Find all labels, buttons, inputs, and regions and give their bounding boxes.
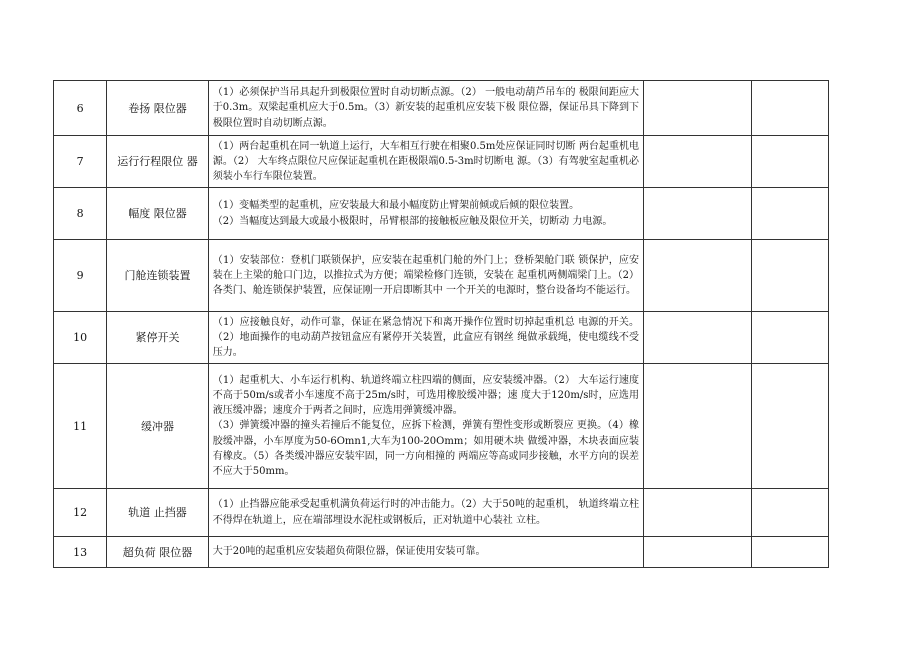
row-number: 12 [54, 489, 107, 537]
empty-cell [751, 537, 828, 568]
empty-cell [751, 188, 828, 240]
row-number: 11 [54, 364, 107, 489]
row-number: 10 [54, 312, 107, 364]
requirement-paragraph: 大于20吨的起重机应安装超负荷限位器，保证使用安装可靠。 [212, 546, 486, 558]
row-number: 13 [54, 537, 107, 568]
requirement-text [208, 188, 643, 240]
empty-cell [644, 312, 752, 364]
table-row [54, 240, 829, 312]
empty-cell [751, 81, 828, 136]
requirement-text [208, 81, 643, 136]
requirement-paragraph: （1）止挡器应能承受起重机满负荷运行时的冲击能力。（2）大于50吨的起重机， 轨道终端立柱不得焊在轨道上，应在端部埋设水泥柱或钢板后，正对轨道中心装社 立柱。 [212, 499, 640, 526]
device-name: 门舱连锁装置 [107, 240, 209, 312]
table-row [54, 537, 829, 568]
row-number: 6 [54, 81, 107, 136]
empty-cell [751, 240, 828, 312]
requirement-text [208, 364, 643, 489]
device-name: 紧停开关 [107, 312, 209, 364]
empty-cell [644, 136, 752, 188]
requirement-text [208, 489, 643, 537]
requirement-text [208, 537, 643, 568]
empty-cell [644, 188, 752, 240]
table-row [54, 312, 829, 364]
crane-safety-device-table [53, 80, 829, 568]
device-name: 卷扬 限位器 [107, 81, 209, 136]
requirement-text [208, 136, 643, 188]
table-row [54, 81, 829, 136]
requirement-text [208, 312, 643, 364]
device-name: 运行行程限位 器 [107, 136, 209, 188]
requirement-paragraph: （1）变幅类型的起重机，应安装最大和最小幅度防止臂架前倾或后倾的限位装置。 [212, 200, 580, 212]
requirement-paragraph: （2）当幅度达到最大或最小极限时，吊臂根部的接触板应触及限位开关，切断动 力电源。 [212, 215, 613, 227]
empty-cell [644, 240, 752, 312]
requirement-paragraph: （1）应接触良好，动作可靠，保证在紧急情况下和离开操作位置时切掉起重机总 电源的开关。（2）地面操作的电动葫芦按钮盒应有紧停开关装置，此盒应有钢丝 绳做承载绳，使电缆线不受压力。 [212, 316, 640, 359]
empty-cell [644, 537, 752, 568]
device-name: 幅度 限位器 [107, 188, 209, 240]
device-name: 轨道 止挡器 [107, 489, 209, 537]
row-number: 8 [54, 188, 107, 240]
requirement-paragraph: （1）起重机大、小车运行机构、轨道终端立柱四端的侧面，应安装缓冲器。（2） 大车运行速度不高于50m/s或者小车速度不高于25m/s时，可选用橡胶缓冲器；速 度大于120m/s时，应选用液压缓冲器；速度介于两者之间时，应选用弹簧缓冲器。 [212, 374, 640, 417]
requirement-paragraph: （1）两台起重机在同一轨道上运行，大车相互行驶在相聚0.5m处应保证同时切断 两台起重机电源。（2） 大车终点限位尺应保证起重机在距极限端0.5-3m时切断电 源。（3）有驾驶室起重机必须装小车行车限位装置。 [212, 140, 640, 183]
table-row [54, 364, 829, 489]
table-row [54, 188, 829, 240]
empty-cell [751, 364, 828, 489]
empty-cell [751, 312, 828, 364]
requirement-paragraph: （1）必须保护当吊具起升到极限位置时自动切断点源。（2） 一般电动葫芦吊车的 极限间距应大于0.3m。双梁起重机应大于0.5m。（3）新安装的起重机应安装下极 限位器，保证吊具下降到下极限位置时自动切断点源。 [212, 87, 640, 129]
device-name: 超负荷 限位器 [107, 537, 209, 568]
empty-cell [644, 364, 752, 489]
empty-cell [644, 81, 752, 136]
requirement-paragraph: （1）安装部位：登机门联锁保护，应安装在起重机门舱的外门上；登桥架舱门联 锁保护，应安装在上主梁的舱口门边，以推拉式为方便；端梁检修门连锁，安装在 起重机两侧端梁门上。（2）各类门、舱连锁保护装置，应保证刚一开启即断其中 一个开关的电源时，整台设备均不能运行。 [212, 254, 640, 297]
table-row [54, 136, 829, 188]
requirement-text [208, 240, 643, 312]
row-number: 9 [54, 240, 107, 312]
device-name: 缓冲器 [107, 364, 209, 489]
empty-cell [751, 489, 828, 537]
row-number: 7 [54, 136, 107, 188]
table-row [54, 489, 829, 537]
empty-cell [644, 489, 752, 537]
requirement-paragraph: （3）弹簧缓冲器的撞头若撞后不能复位，应拆下检测，弹簧有塑性变形或断裂应 更换。（4）橡胶缓冲器，小车厚度为50-6Omn1,大车为100-20Omm；如用硬木块 做缓冲器，木块表面应装有橡皮。（5）各类缓冲器应安装牢固，同一方向相撞的 两端应等高或同步接触，水平方向的误差不应大于50mm。 [212, 420, 640, 477]
empty-cell [751, 136, 828, 188]
